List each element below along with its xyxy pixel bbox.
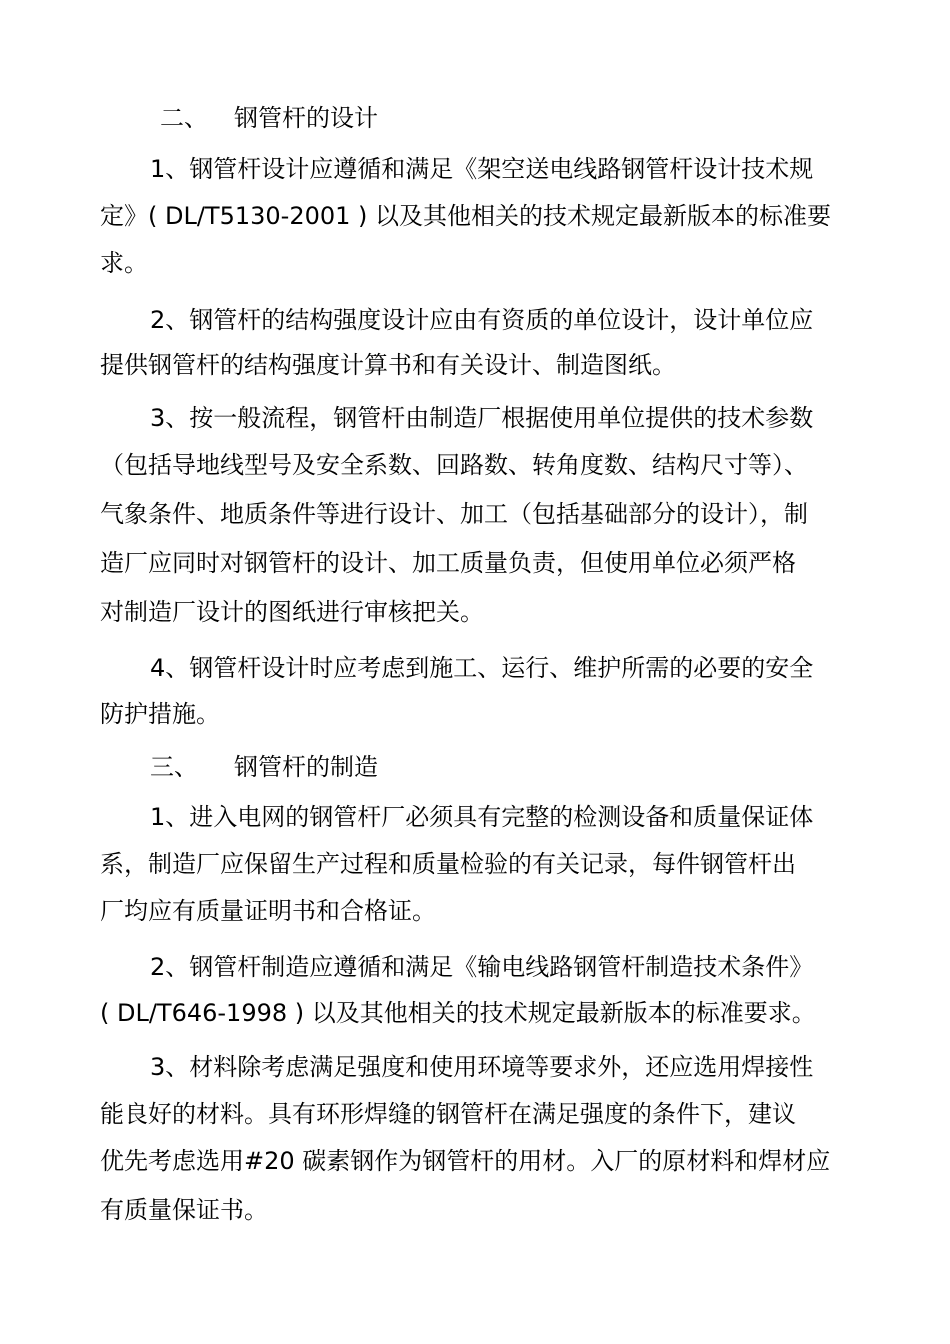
section-3-item-2-line-1: 2、钢管杆制造应遵循和满足《输电线路钢管杆制造技术条件》	[150, 953, 814, 981]
section-2-item-3-line-5: 对制造厂设计的图纸进行审核把关。	[100, 598, 484, 626]
section-3-number: 三、	[150, 753, 198, 781]
section-3-item-1-line-2: 系，制造厂应保留生产过程和质量检验的有关记录，每件钢管杆出	[100, 850, 796, 878]
section-2-item-3-line-2: （包括导地线型号及安全系数、回路数、转角度数、结构尺寸等）、	[100, 451, 808, 479]
section-2-item-2-line-2: 提供钢管杆的结构强度计算书和有关设计、制造图纸。	[100, 351, 676, 379]
section-2-item-4-line-1: 4、钢管杆设计时应考虑到施工、运行、维护所需的必要的安全	[150, 654, 814, 682]
section-3-item-1-line-1: 1、进入电网的钢管杆厂必须具有完整的检测设备和质量保证体	[150, 803, 814, 831]
section-3-item-3-line-2: 能良好的材料。具有环形焊缝的钢管杆在满足强度的条件下，建议	[100, 1100, 796, 1128]
section-3-item-1-line-3: 厂均应有质量证明书和合格证。	[100, 897, 436, 925]
section-2-item-3-line-3: 气象条件、地质条件等进行设计、加工（包括基础部分的设计），制	[100, 500, 808, 528]
section-2-item-1-line-2: 定》( DL/T5130-2001 ) 以及其他相关的技术规定最新版本的标准要	[100, 202, 832, 230]
section-2-item-2-line-1: 2、钢管杆的结构强度设计应由有资质的单位设计，设计单位应	[150, 306, 814, 334]
section-3-item-3-line-3: 优先考虑选用#20 碳素钢作为钢管杆的用材。入厂的原材料和焊材应	[100, 1147, 831, 1175]
section-2-title: 钢管杆的设计	[234, 104, 378, 132]
section-3-item-3-line-1: 3、材料除考虑满足强度和使用环境等要求外，还应选用焊接性	[150, 1053, 814, 1081]
section-3-item-2-line-2: ( DL/T646-1998 ) 以及其他相关的技术规定最新版本的标准要求。	[100, 999, 816, 1027]
section-3-title: 钢管杆的制造	[234, 753, 378, 781]
section-2-number: 二、	[160, 104, 208, 132]
section-2-item-1-line-1: 1、钢管杆设计应遵循和满足《架空送电线路钢管杆设计技术规	[150, 155, 814, 183]
section-2-item-1-line-3: 求。	[100, 249, 148, 277]
section-2-item-3-line-4: 造厂应同时对钢管杆的设计、加工质量负责，但使用单位必须严格	[100, 549, 796, 577]
section-3-item-3-line-4: 有质量保证书。	[100, 1196, 268, 1224]
section-2-item-3-line-1: 3、按一般流程，钢管杆由制造厂根据使用单位提供的技术参数	[150, 404, 814, 432]
section-2-item-4-line-2: 防护措施。	[100, 700, 220, 728]
